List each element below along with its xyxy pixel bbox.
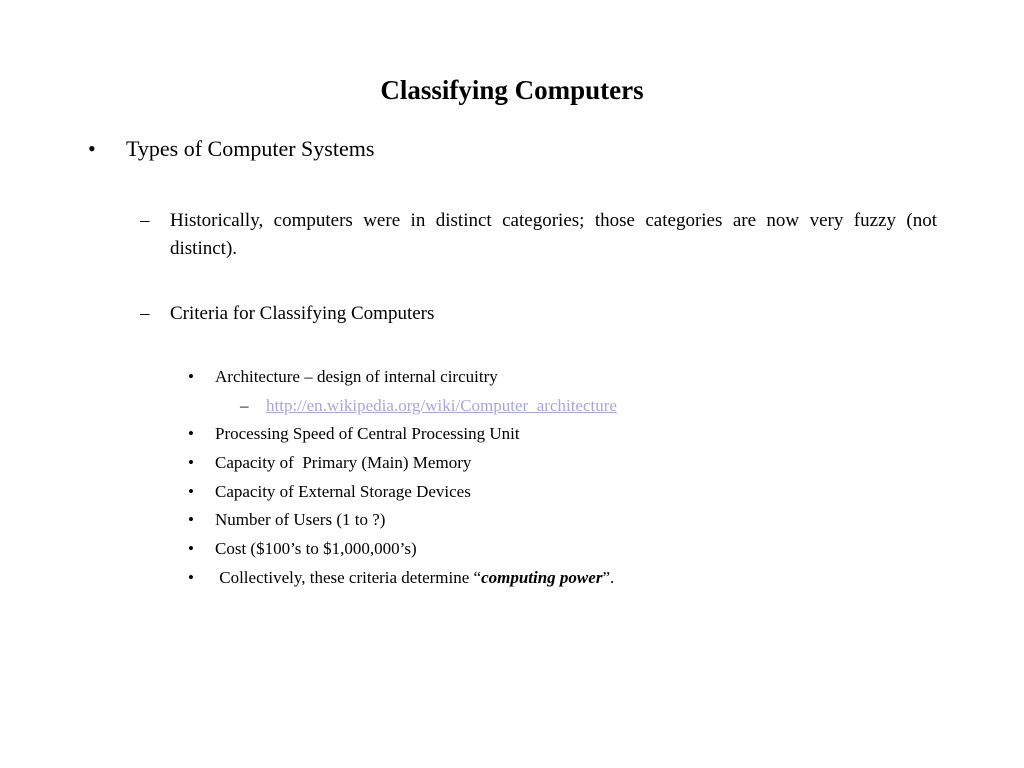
criteria-text: Capacity of External Storage Devices — [215, 482, 471, 501]
dash-marker: – — [140, 210, 150, 231]
sub-bullet-historically — [140, 207, 937, 263]
criteria-text: Number of Users (1 to ?) — [215, 510, 386, 529]
conclusion-suffix: ”. — [602, 568, 615, 587]
sub-bullet-criteria — [140, 300, 937, 328]
criteria-text: Processing Speed of Central Processing Unit — [215, 424, 520, 443]
criteria-text: Architecture – design of internal circuitry — [215, 367, 498, 386]
slide-title: Classifying Computers — [380, 75, 644, 105]
dash-marker: – — [240, 396, 249, 415]
bullet-marker: • — [188, 482, 194, 501]
criteria-text: Cost ($100’s to $1,000,000’s) — [215, 539, 417, 558]
dash-marker: – — [140, 303, 150, 324]
bullet-marker: • — [88, 136, 96, 161]
sub-bullet-text: Historically, computers were in distinct categories; those categories are now very fuzzy (not distinct). — [170, 210, 937, 259]
conclusion-prefix: Collectively, these criteria determine “ — [215, 568, 482, 587]
bullet-marker: • — [188, 510, 194, 529]
sub-bullet-text: Criteria for Classifying Computers — [170, 303, 435, 324]
computing-power-emphasis: computing power — [481, 568, 603, 587]
bullet-marker: • — [188, 424, 194, 443]
architecture-wikipedia-link[interactable]: http://en.wikipedia.org/wiki/Computer_architecture — [266, 396, 617, 415]
bullet-marker: • — [188, 539, 194, 558]
bullet-marker: • — [188, 367, 194, 386]
criteria-text: Capacity of Primary (Main) Memory — [215, 453, 472, 472]
bullet-marker: • — [188, 568, 194, 587]
bullet-text: Types of Computer Systems — [126, 136, 375, 161]
conclusion-text — [215, 567, 614, 589]
bullet-marker: • — [188, 453, 194, 472]
